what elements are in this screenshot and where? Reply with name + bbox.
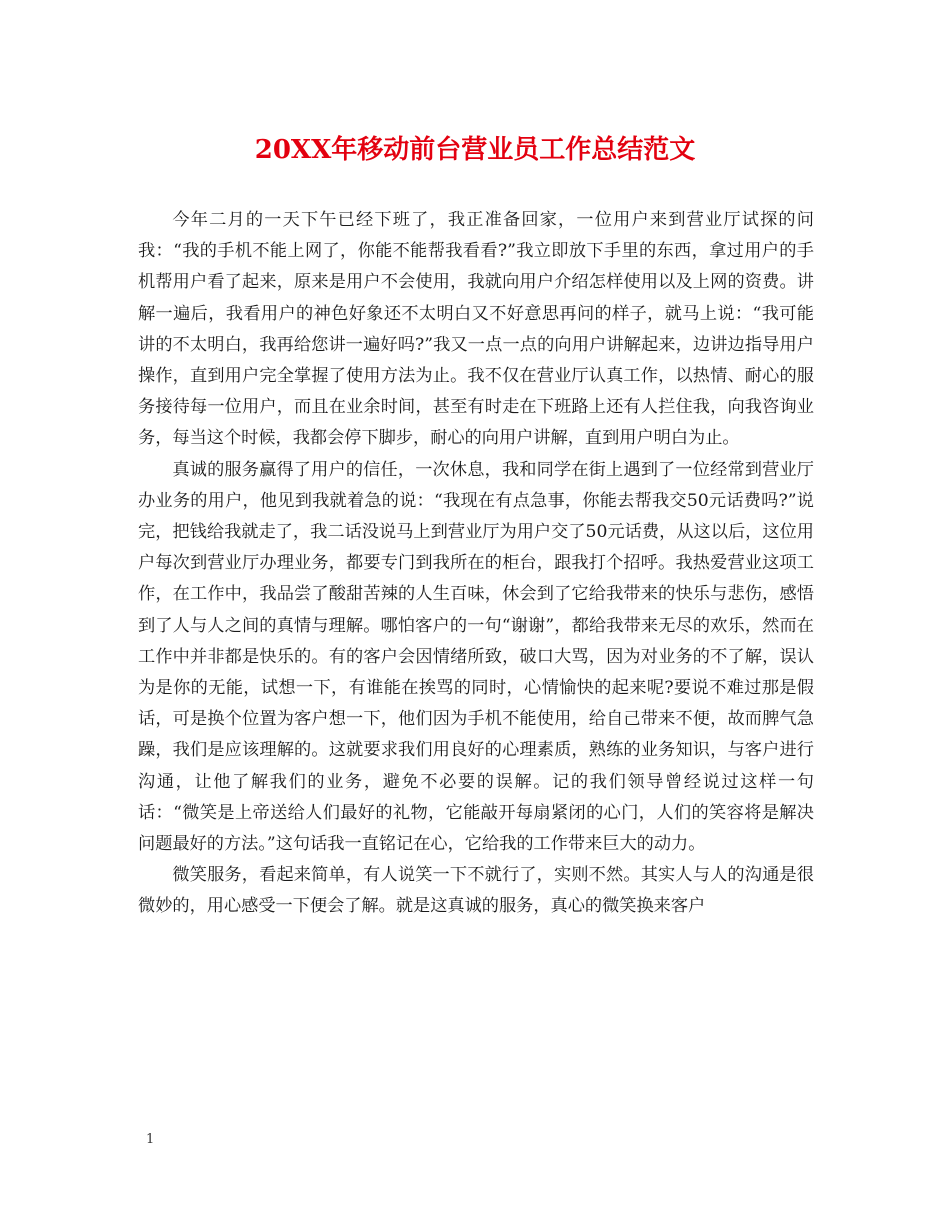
paragraph-1: 今年二月的一天下午已经下班了，我正准备回家，一位用户来到营业厅试探的问我：“我的手机不能上网了，你能不能帮我看看?”我立即放下手里的东西，拿过用户的手机帮用户看了起来，原来是用户不会使用，我就向用户介绍怎样使用以及上网的资费。讲解一遍后，我看用户的神色好象还不太明白又不好意思再问的样子，就马上说：“我可能讲的不太明白，我再给您讲一遍好吗?”我又一点一点的向用户讲解起来，边讲边指导用户操作，直到用户完全掌握了使用方法为止。我不仅在营业厅认真工作，以热情、耐心的服务接待每一位用户，而且在业余时间，甚至有时走在下班路上还有人拦住我，向我咨询业务，每当这个时候，我都会停下脚步，耐心的向用户讲解，直到用户明白为止。 xyxy=(138,210,814,449)
page-number: 1 xyxy=(146,1132,155,1147)
paragraph-3: 微笑服务，看起来简单，有人说笑一下不就行了，实则不然。其实人与人的沟通是很微妙的，用心感受一下便会了解。就是这真诚的服务，真心的微笑换来客户 xyxy=(138,865,814,917)
document-body xyxy=(138,205,814,923)
paragraph-2: 真诚的服务赢得了用户的信任，一次休息，我和同学在街上遇到了一位经常到营业厅办业务的用户，他见到我就着急的说：“我现在有点急事，你能去帮我交50元话费吗?”说完，把钱给我就走了，我二话没说马上到营业厅为用户交了50元话费，从这以后，这位用户每次到营业厅办理业务，都要专门到我所在的柜台，跟我打个招呼。我热爱营业这项工作，在工作中，我品尝了酸甜苦辣的人生百味，休会到了它给我带来的快乐与悲伤，感悟到了人与人之间的真情与理解。哪怕客户的一句“谢谢”，都给我带来无尽的欢乐，然而在工作中并非都是快乐的。有的客户会因情绪所致，破口大骂，因为对业务的不了解，误认为是你的无能，试想一下，有谁能在挨骂的同时，心情愉快的起来呢?要说不难过那是假话，可是换个位置为客户想一下，他们因为手机不能使用，给自己带来不便，故而脾气急躁，我们是应该理解的。这就要求我们用良好的心理素质，熟练的业务知识，与客户进行沟通，让他了解我们的业务，避免不必要的误解。记的我们领导曾经说过这样一句话：“微笑是上帝送给人们最好的礼物，它能敲开每扇紧闭的心门，人们的笑容将是解决问题最好的方法。”这句话我一直铭记在心，它给我的工作带来巨大的动力。 xyxy=(138,459,814,855)
document-title: 20XX年移动前台营业员工作总结范文 xyxy=(254,135,696,165)
